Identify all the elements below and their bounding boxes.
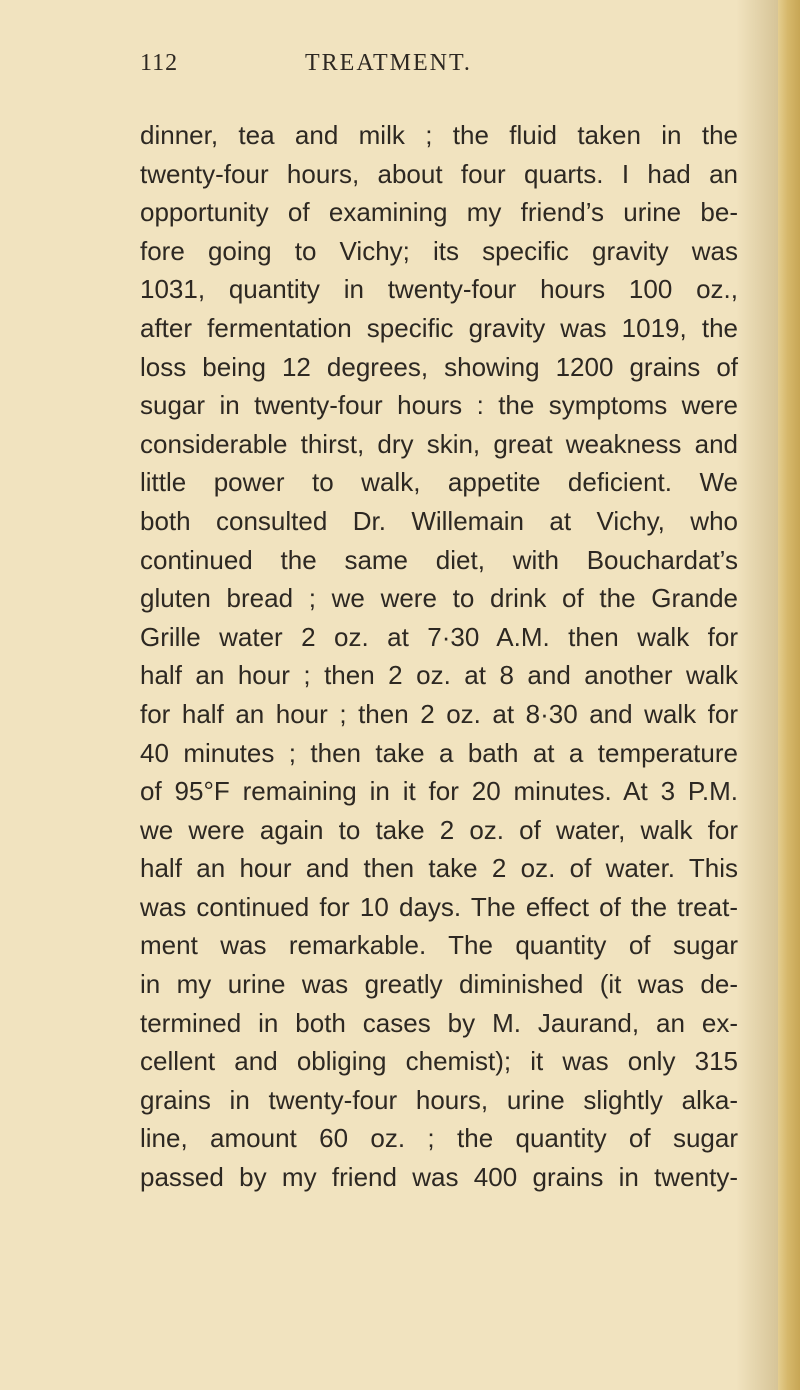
- page-number: 112: [140, 50, 179, 76]
- body-text: [140, 116, 738, 1197]
- text-line: little power to walk, appetite deficient. We: [140, 467, 738, 498]
- text-line: after fermentation specific gravity was 1019, the: [140, 312, 738, 343]
- text-line: grains in twenty-four hours, urine slightly alka-: [140, 1084, 738, 1115]
- text-line: in my urine was greatly diminished (it was de-: [140, 969, 738, 1000]
- text-line: was continued for 10 days. The effect of the treat-: [140, 891, 738, 922]
- text-line: opportunity of examining my friend’s urine be-: [140, 197, 738, 228]
- text-line: cellent and obliging chemist); it was only 315: [140, 1046, 738, 1077]
- text-line: twenty-four hours, about four quarts. I had an: [140, 158, 738, 189]
- text-line: for half an hour ; then 2 oz. at 8·30 and walk for: [140, 698, 738, 729]
- text-line: half an hour ; then 2 oz. at 8 and another walk: [140, 660, 738, 691]
- header-title: TREATMENT.: [305, 50, 472, 76]
- text-line: fore going to Vichy; its specific gravity was: [140, 235, 738, 266]
- running-head: [140, 50, 700, 90]
- text-line: loss being 12 degrees, showing 1200 grains of: [140, 351, 738, 382]
- text-line: Grille water 2 oz. at 7·30 A.M. then walk for: [140, 621, 738, 652]
- text-line: considerable thirst, dry skin, great weakness and: [140, 428, 738, 459]
- text-line: we were again to take 2 oz. of water, walk for: [140, 814, 738, 845]
- text-line: line, amount 60 oz. ; the quantity of sugar: [140, 1123, 738, 1154]
- text-line: dinner, tea and milk ; the fluid taken in the: [140, 120, 738, 150]
- text-line: termined in both cases by M. Jaurand, an ex-: [140, 1007, 738, 1038]
- text-line: sugar in twenty-four hours : the symptoms were: [140, 390, 738, 421]
- text-line: both consulted Dr. Willemain at Vichy, who: [140, 505, 738, 536]
- text-line: gluten bread ; we were to drink of the Grande: [140, 583, 738, 614]
- text-line: 40 minutes ; then take a bath at a temperature: [140, 737, 738, 768]
- page-edge: [778, 0, 800, 1390]
- text-line: of 95°F remaining in it for 20 minutes. At 3 P.M.: [140, 776, 738, 807]
- text-line: continued the same diet, with Bouchardat’s: [140, 544, 738, 575]
- text-line: 1031, quantity in twenty-four hours 100 oz.,: [140, 274, 738, 305]
- text-line: ment was remarkable. The quantity of sugar: [140, 930, 738, 961]
- text-line: half an hour and then take 2 oz. of water. This: [140, 853, 738, 884]
- text-line: passed by my friend was 400 grains in twenty-: [140, 1162, 738, 1193]
